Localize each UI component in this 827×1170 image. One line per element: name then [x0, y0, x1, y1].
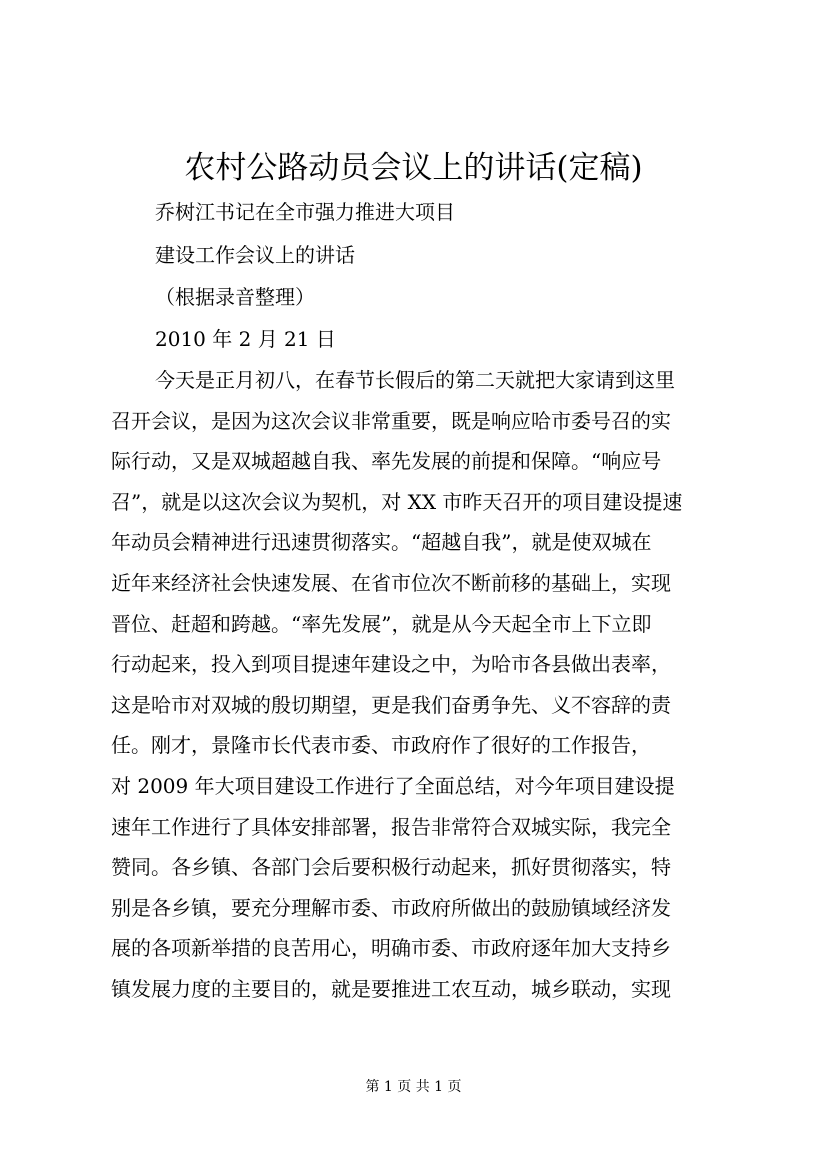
speech-body [111, 366, 739, 1016]
body-line: 召”，就是以这次会议为契机，对 XX 市昨天召开的项目建设提速 [111, 489, 683, 514]
body-line: 近年来经济社会快速发展、在省市位次不断前移的基础上，实现 [111, 570, 671, 595]
body-line: 这是哈市对双城的殷切期望，更是我们奋勇争先、义不容辞的责 [111, 692, 671, 717]
body-line: 际行动，又是双城超越自我、率先发展的前提和保障。“响应号 [111, 449, 662, 474]
subtitle-line-2: 建设工作会议上的讲话 [155, 243, 355, 267]
body-line: 对 2009 年大项目建设工作进行了全面总结，对今年项目建设提 [111, 773, 675, 798]
body-line: 晋位、赶超和跨越。“率先发展”，就是从今天起全市上下立即 [111, 611, 652, 636]
body-line: 年动员会精神进行迅速贯彻落实。“超越自我”，就是使双城在 [111, 530, 652, 555]
body-line: 召开会议，是因为这次会议非常重要，既是响应哈市委号召的实 [111, 408, 671, 433]
body-line: 镇发展力度的主要目的，就是要推进工农互动，城乡联动，实现 [111, 976, 671, 1001]
body-line: 行动起来，投入到项目提速年建设之中，为哈市各县做出表率， [111, 652, 671, 677]
body-line: 展的各项新举措的良苦用心，明确市委、市政府逐年加大支持乡 [111, 936, 671, 961]
body-line: 速年工作进行了具体安排部署，报告非常符合双城实际，我完全 [111, 814, 671, 839]
subtitle-line-1: 乔树江书记在全市强力推进大项目 [155, 200, 455, 224]
document-title: 农村公路动员会议上的讲话(定稿) [184, 150, 643, 186]
body-line: 别是各乡镇，要充分理解市委、市政府所做出的鼓励镇域经济发 [111, 895, 671, 920]
transcript-note: （根据录音整理） [155, 285, 315, 309]
page-footer: 第 1 页 共 1 页 [365, 1079, 462, 1095]
speech-date: 2010 年 2 月 21 日 [155, 327, 336, 351]
body-line: 赞同。各乡镇、各部门会后要积极行动起来，抓好贯彻落实，特 [111, 855, 671, 880]
body-line: 任。刚才，景隆市长代表市委、市政府作了很好的工作报告， [111, 733, 651, 758]
body-line: 今天是正月初八，在春节长假后的第二天就把大家请到这里 [155, 368, 675, 392]
